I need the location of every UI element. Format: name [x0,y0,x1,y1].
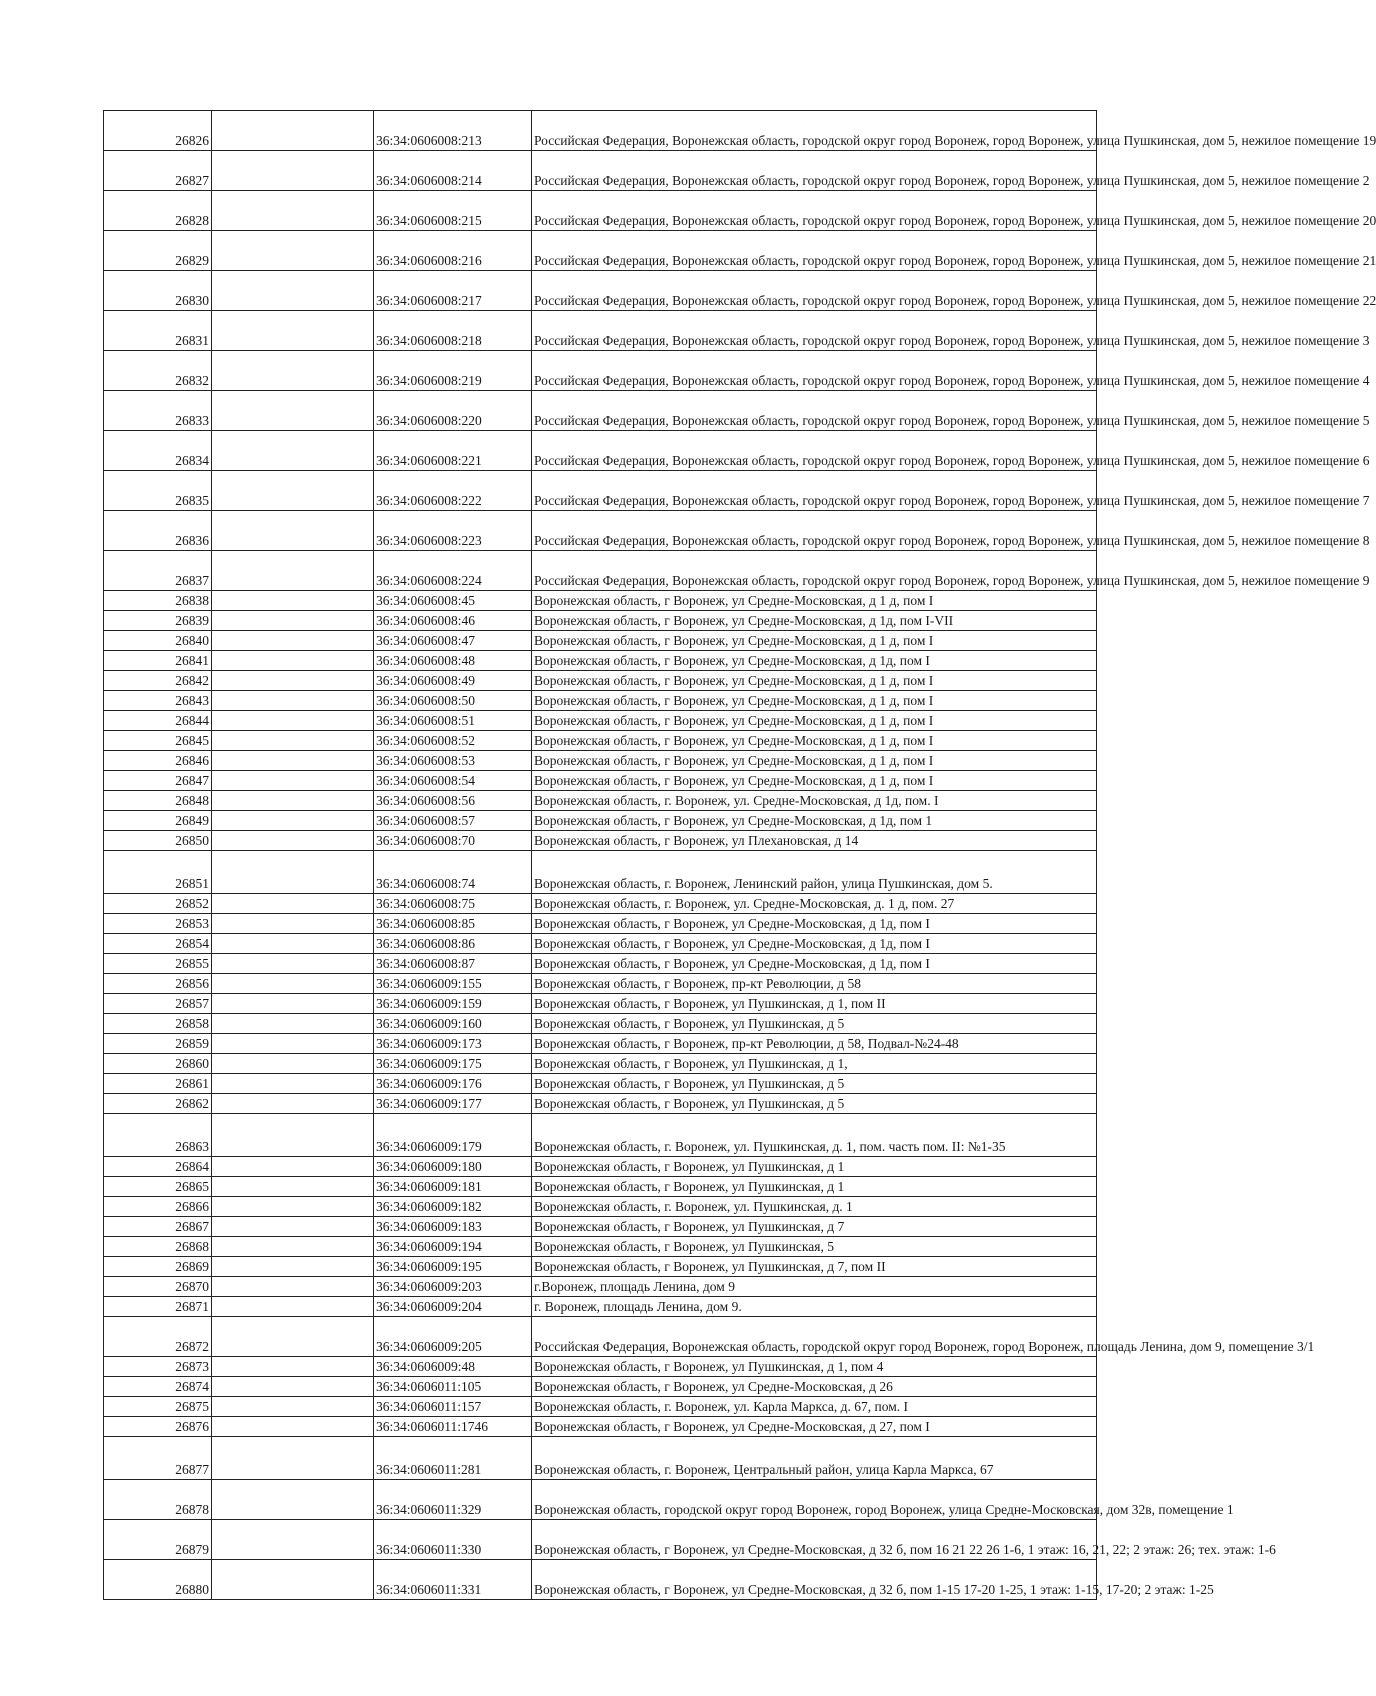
table-row [104,631,1097,651]
row-blank-cell [212,1114,374,1157]
table-row [104,1397,1097,1417]
address-cell: г.Воронеж, площадь Ленина, дом 9 [532,1277,1097,1297]
row-number: 26858 [104,1014,212,1034]
row-number: 26831 [104,311,212,351]
address-cell: Воронежская область, г Воронеж, ул Средне-Московская, д 1д, пом 1 [532,811,1097,831]
address-cell: Российская Федерация, Воронежская область, городской округ город Воронеж, город Воронеж, улица Пушкинская, дом 5, нежилое помещение 21 [532,231,1097,271]
table-row [104,954,1097,974]
address-cell: Воронежская область, г Воронеж, ул Пушкинская, д 7, пом II [532,1257,1097,1277]
row-blank-cell [212,771,374,791]
table-row [104,831,1097,851]
row-blank-cell [212,231,374,271]
address-cell: Воронежская область, г Воронеж, ул Средне-Московская, д 32 б, пом 1-15 17-20 1-25, 1 этаж: 1-15, 17-20; 2 этаж: 1-25 [532,1560,1097,1600]
row-number: 26837 [104,551,212,591]
table-row [104,1520,1097,1560]
cadastral-number: 36:34:0606009:182 [374,1197,532,1217]
table-row [104,851,1097,894]
row-blank-cell [212,471,374,511]
address-cell: Воронежская область, г Воронеж, пр-кт Революции, д 58, Подвал-№24-48 [532,1034,1097,1054]
row-number: 26866 [104,1197,212,1217]
cadastral-number: 36:34:0606009:179 [374,1114,532,1157]
row-blank-cell [212,551,374,591]
cadastral-number: 36:34:0606011:281 [374,1437,532,1480]
address-cell: Воронежская область, г Воронеж, ул Средне-Московская, д 27, пом I [532,1417,1097,1437]
table-row [104,1480,1097,1520]
address-cell: Воронежская область, г Воронеж, ул Средне-Московская, д 1 д, пом I [532,591,1097,611]
cadastral-number: 36:34:0606008:224 [374,551,532,591]
cadastral-number: 36:34:0606008:70 [374,831,532,851]
cadastral-number: 36:34:0606008:215 [374,191,532,231]
cadastral-number: 36:34:0606009:181 [374,1177,532,1197]
row-blank-cell [212,1014,374,1034]
row-number: 26849 [104,811,212,831]
row-number: 26828 [104,191,212,231]
row-blank-cell [212,1217,374,1237]
row-number: 26853 [104,914,212,934]
row-number: 26865 [104,1177,212,1197]
row-blank-cell [212,851,374,894]
table-row [104,1257,1097,1277]
row-blank-cell [212,1437,374,1480]
address-cell: г. Воронеж, площадь Ленина, дом 9. [532,1297,1097,1317]
row-number: 26839 [104,611,212,631]
row-number: 26826 [104,111,212,151]
row-blank-cell [212,731,374,751]
cadastral-number: 36:34:0606009:177 [374,1094,532,1114]
table-row [104,1014,1097,1034]
address-cell: Российская Федерация, Воронежская область, городской округ город Воронеж, город Воронеж, улица Пушкинская, дом 5, нежилое помещение 9 [532,551,1097,591]
table-row [104,974,1097,994]
row-blank-cell [212,1417,374,1437]
address-cell: Воронежская область, г. Воронеж, ул. Пушкинская, д. 1, пом. часть пом. II: №1-35 [532,1114,1097,1157]
row-blank-cell [212,1034,374,1054]
cadastral-number: 36:34:0606008:217 [374,271,532,311]
row-number: 26857 [104,994,212,1014]
row-blank-cell [212,151,374,191]
row-number: 26879 [104,1520,212,1560]
row-blank-cell [212,611,374,631]
address-cell: Воронежская область, городской округ город Воронеж, город Воронеж, улица Средне-Московская, дом 32в, помещение 1 [532,1480,1097,1520]
address-cell: Воронежская область, г Воронеж, ул Средне-Московская, д 26 [532,1377,1097,1397]
table-row [104,1114,1097,1157]
cadastral-number: 36:34:0606008:223 [374,511,532,551]
table-row [104,1417,1097,1437]
cadastral-number: 36:34:0606008:53 [374,751,532,771]
cadastral-number: 36:34:0606008:85 [374,914,532,934]
cadastral-number: 36:34:0606008:46 [374,611,532,631]
row-number: 26867 [104,1217,212,1237]
address-cell: Воронежская область, г Воронеж, ул Средне-Московская, д 1 д, пом I [532,731,1097,751]
row-blank-cell [212,671,374,691]
table-row [104,511,1097,551]
row-blank-cell [212,914,374,934]
row-number: 26872 [104,1317,212,1357]
row-blank-cell [212,271,374,311]
table-row [104,1237,1097,1257]
cadastral-number: 36:34:0606009:155 [374,974,532,994]
table-row [104,471,1097,511]
row-number: 26833 [104,391,212,431]
row-blank-cell [212,1074,374,1094]
row-number: 26846 [104,751,212,771]
cadastral-number: 36:34:0606009:180 [374,1157,532,1177]
row-number: 26844 [104,711,212,731]
cadastral-number: 36:34:0606008:74 [374,851,532,894]
table-row [104,1377,1097,1397]
cadastral-number: 36:34:0606008:222 [374,471,532,511]
row-number: 26855 [104,954,212,974]
row-blank-cell [212,811,374,831]
row-number: 26852 [104,894,212,914]
cadastral-number: 36:34:0606008:52 [374,731,532,751]
cadastral-number: 36:34:0606008:218 [374,311,532,351]
row-number: 26840 [104,631,212,651]
row-blank-cell [212,1054,374,1074]
row-number: 26829 [104,231,212,271]
cadastral-number: 36:34:0606009:183 [374,1217,532,1237]
table-row [104,731,1097,751]
row-blank-cell [212,954,374,974]
table-row [104,894,1097,914]
row-blank-cell [212,1377,374,1397]
row-blank-cell [212,691,374,711]
row-number: 26870 [104,1277,212,1297]
address-cell: Воронежская область, г. Воронеж, Ленинский район, улица Пушкинская, дом 5. [532,851,1097,894]
cadastral-number: 36:34:0606008:219 [374,351,532,391]
cadastral-number: 36:34:0606008:220 [374,391,532,431]
address-cell: Российская Федерация, Воронежская область, городской округ город Воронеж, город Воронеж, улица Пушкинская, дом 5, нежилое помещение 22 [532,271,1097,311]
row-blank-cell [212,591,374,611]
cadastral-number: 36:34:0606008:216 [374,231,532,271]
cadastral-number: 36:34:0606009:203 [374,1277,532,1297]
row-blank-cell [212,831,374,851]
table-row [104,1054,1097,1074]
address-cell: Воронежская область, г Воронеж, ул Пушкинская, д 5 [532,1074,1097,1094]
cadastral-number: 36:34:0606009:159 [374,994,532,1014]
cadastral-number: 36:34:0606011:330 [374,1520,532,1560]
row-blank-cell [212,1397,374,1417]
row-number: 26847 [104,771,212,791]
cadastral-number: 36:34:0606011:157 [374,1397,532,1417]
table-row [104,611,1097,631]
address-cell: Воронежская область, г Воронеж, ул Средне-Московская, д 1 д, пом I [532,671,1097,691]
table-row [104,111,1097,151]
row-blank-cell [212,1197,374,1217]
registry-table-body [104,111,1376,1600]
cadastral-number: 36:34:0606008:51 [374,711,532,731]
address-cell: Воронежская область, г Воронеж, ул Пушкинская, д 5 [532,1094,1097,1114]
table-row [104,1560,1097,1600]
row-number: 26845 [104,731,212,751]
address-cell: Российская Федерация, Воронежская область, городской округ город Воронеж, город Воронеж, улица Пушкинская, дом 5, нежилое помещение 20 [532,191,1097,231]
table-row [104,391,1097,431]
row-blank-cell [212,974,374,994]
table-row [104,151,1097,191]
address-cell: Воронежская область, г Воронеж, ул Пушкинская, д 1 [532,1177,1097,1197]
address-cell: Российская Федерация, Воронежская область, городской округ город Воронеж, город Воронеж, площадь Ленина, дом 9, помещение 3/1 [532,1317,1097,1357]
cadastral-number: 36:34:0606008:48 [374,651,532,671]
address-cell: Воронежская область, г. Воронеж, ул. Пушкинская, д. 1 [532,1197,1097,1217]
row-blank-cell [212,431,374,471]
cadastral-number: 36:34:0606009:205 [374,1317,532,1357]
table-row [104,231,1097,271]
row-number: 26851 [104,851,212,894]
row-blank-cell [212,311,374,351]
cadastral-number: 36:34:0606008:49 [374,671,532,691]
row-number: 26862 [104,1094,212,1114]
address-cell: Воронежская область, г. Воронеж, ул. Средне-Московская, д. 1 д, пом. 27 [532,894,1097,914]
cadastral-number: 36:34:0606011:105 [374,1377,532,1397]
row-number: 26868 [104,1237,212,1257]
cadastral-number: 36:34:0606008:75 [374,894,532,914]
row-blank-cell [212,1520,374,1560]
cadastral-number: 36:34:0606008:213 [374,111,532,151]
row-blank-cell [212,1480,374,1520]
row-number: 26832 [104,351,212,391]
row-number: 26854 [104,934,212,954]
address-cell: Воронежская область, г Воронеж, ул Пушкинская, д 5 [532,1014,1097,1034]
address-cell: Воронежская область, г. Воронеж, ул. Карла Маркса, д. 67, пом. I [532,1397,1097,1417]
address-cell: Воронежская область, г Воронеж, ул Средне-Московская, д 1 д, пом I [532,691,1097,711]
cadastral-number: 36:34:0606008:221 [374,431,532,471]
row-number: 26848 [104,791,212,811]
address-cell: Воронежская область, г Воронеж, ул Средне-Московская, д 1д, пом I [532,954,1097,974]
row-blank-cell [212,191,374,231]
address-cell: Воронежская область, г Воронеж, пр-кт Революции, д 58 [532,974,1097,994]
cadastral-number: 36:34:0606008:50 [374,691,532,711]
table-row [104,1317,1097,1357]
row-blank-cell [212,1157,374,1177]
table-row [104,1094,1097,1114]
table-row [104,191,1097,231]
cadastral-number: 36:34:0606009:194 [374,1237,532,1257]
table-row [104,271,1097,311]
cadastral-number: 36:34:0606008:45 [374,591,532,611]
cadastral-number: 36:34:0606008:54 [374,771,532,791]
address-cell: Российская Федерация, Воронежская область, городской округ город Воронеж, город Воронеж, улица Пушкинская, дом 5, нежилое помещение 4 [532,351,1097,391]
cadastral-number: 36:34:0606008:214 [374,151,532,191]
table-row [104,771,1097,791]
cadastral-number: 36:34:0606009:175 [374,1054,532,1074]
address-cell: Воронежская область, г Воронеж, ул Средне-Московская, д 1 д, пом I [532,631,1097,651]
address-cell: Российская Федерация, Воронежская область, городской округ город Воронеж, город Воронеж, улица Пушкинская, дом 5, нежилое помещение 7 [532,471,1097,511]
address-cell: Воронежская область, г Воронеж, ул Средне-Московская, д 1д, пом I [532,651,1097,671]
row-blank-cell [212,751,374,771]
row-blank-cell [212,894,374,914]
row-number: 26871 [104,1297,212,1317]
row-blank-cell [212,351,374,391]
cadastral-number: 36:34:0606009:195 [374,1257,532,1277]
cadastral-number: 36:34:0606008:56 [374,791,532,811]
row-number: 26863 [104,1114,212,1157]
row-number: 26830 [104,271,212,311]
row-number: 26875 [104,1397,212,1417]
table-row [104,1074,1097,1094]
cadastral-number: 36:34:0606008:47 [374,631,532,651]
row-blank-cell [212,1297,374,1317]
address-cell: Воронежская область, г Воронеж, ул Пушкинская, д 7 [532,1217,1097,1237]
table-row [104,691,1097,711]
row-number: 26861 [104,1074,212,1094]
address-cell: Воронежская область, г Воронеж, ул Пушкинская, д 1 [532,1157,1097,1177]
table-row [104,811,1097,831]
address-cell: Российская Федерация, Воронежская область, городской округ город Воронеж, город Воронеж, улица Пушкинская, дом 5, нежилое помещение 8 [532,511,1097,551]
address-cell: Воронежская область, г. Воронеж, Центральный район, улица Карла Маркса, 67 [532,1437,1097,1480]
cadastral-number: 36:34:0606009:48 [374,1357,532,1377]
row-blank-cell [212,994,374,1014]
table-row [104,1034,1097,1054]
row-blank-cell [212,711,374,731]
cadastral-number: 36:34:0606008:86 [374,934,532,954]
cadastral-number: 36:34:0606009:160 [374,1014,532,1034]
row-number: 26827 [104,151,212,191]
address-cell: Воронежская область, г Воронеж, ул Средне-Московская, д 1д, пом I-VII [532,611,1097,631]
cadastral-number: 36:34:0606009:173 [374,1034,532,1054]
row-number: 26878 [104,1480,212,1520]
row-number: 26876 [104,1417,212,1437]
address-cell: Российская Федерация, Воронежская область, городской округ город Воронеж, город Воронеж, улица Пушкинская, дом 5, нежилое помещение 2 [532,151,1097,191]
table-row [104,1357,1097,1377]
row-blank-cell [212,791,374,811]
table-row [104,791,1097,811]
table-row [104,994,1097,1014]
row-number: 26850 [104,831,212,851]
table-row [104,1157,1097,1177]
row-number: 26864 [104,1157,212,1177]
row-number: 26869 [104,1257,212,1277]
row-blank-cell [212,511,374,551]
row-blank-cell [212,631,374,651]
address-cell: Воронежская область, г Воронеж, ул Пушкинская, д 1, пом 4 [532,1357,1097,1377]
table-row [104,1217,1097,1237]
registry-table [103,110,1376,1600]
row-blank-cell [212,1560,374,1600]
row-number: 26838 [104,591,212,611]
row-blank-cell [212,651,374,671]
row-blank-cell [212,1277,374,1297]
row-number: 26835 [104,471,212,511]
row-number: 26842 [104,671,212,691]
row-blank-cell [212,1357,374,1377]
address-cell: Воронежская область, г Воронеж, ул Средне-Московская, д 1 д, пом I [532,711,1097,731]
address-cell: Российская Федерация, Воронежская область, городской округ город Воронеж, город Воронеж, улица Пушкинская, дом 5, нежилое помещение 5 [532,391,1097,431]
address-cell: Российская Федерация, Воронежская область, городской округ город Воронеж, город Воронеж, улица Пушкинская, дом 5, нежилое помещение 19 [532,111,1097,151]
row-number: 26877 [104,1437,212,1480]
address-cell: Воронежская область, г Воронеж, ул Плехановская, д 14 [532,831,1097,851]
address-cell: Воронежская область, г Воронеж, ул Пушкинская, 5 [532,1237,1097,1257]
table-row [104,1297,1097,1317]
table-row [104,1197,1097,1217]
row-number: 26836 [104,511,212,551]
address-cell: Российская Федерация, Воронежская область, городской округ город Воронеж, город Воронеж, улица Пушкинская, дом 5, нежилое помещение 3 [532,311,1097,351]
table-row [104,551,1097,591]
row-number: 26859 [104,1034,212,1054]
cadastral-number: 36:34:0606009:176 [374,1074,532,1094]
address-cell: Воронежская область, г Воронеж, ул Средне-Московская, д 32 б, пом 16 21 22 26 1-6, 1 этаж: 16, 21, 22; 2 этаж: 26; тех. этаж: 1-6 [532,1520,1097,1560]
address-cell: Воронежская область, г. Воронеж, ул. Средне-Московская, д 1д, пом. I [532,791,1097,811]
address-cell: Воронежская область, г Воронеж, ул Пушкинская, д 1, [532,1054,1097,1074]
row-blank-cell [212,111,374,151]
table-row [104,1277,1097,1297]
cadastral-number: 36:34:0606011:1746 [374,1417,532,1437]
row-number: 26843 [104,691,212,711]
table-row [104,934,1097,954]
address-cell: Воронежская область, г Воронеж, ул Средне-Московская, д 1д, пом I [532,914,1097,934]
row-number: 26874 [104,1377,212,1397]
row-blank-cell [212,1177,374,1197]
table-row [104,651,1097,671]
table-row [104,914,1097,934]
row-blank-cell [212,1257,374,1277]
table-row [104,431,1097,471]
row-number: 26873 [104,1357,212,1377]
address-cell: Воронежская область, г Воронеж, ул Пушкинская, д 1, пом II [532,994,1097,1014]
cadastral-number: 36:34:0606011:329 [374,1480,532,1520]
table-row [104,751,1097,771]
table-row [104,351,1097,391]
table-row [104,591,1097,611]
row-number: 26841 [104,651,212,671]
address-cell: Российская Федерация, Воронежская область, городской округ город Воронеж, город Воронеж, улица Пушкинская, дом 5, нежилое помещение 6 [532,431,1097,471]
row-blank-cell [212,1237,374,1257]
cadastral-number: 36:34:0606008:57 [374,811,532,831]
table-row [104,711,1097,731]
row-blank-cell [212,391,374,431]
row-number: 26880 [104,1560,212,1600]
row-blank-cell [212,1094,374,1114]
cadastral-number: 36:34:0606009:204 [374,1297,532,1317]
row-blank-cell [212,934,374,954]
row-blank-cell [212,1317,374,1357]
address-cell: Воронежская область, г Воронеж, ул Средне-Московская, д 1 д, пом I [532,771,1097,791]
address-cell: Воронежская область, г Воронеж, ул Средне-Московская, д 1 д, пом I [532,751,1097,771]
table-row [104,671,1097,691]
table-row [104,1177,1097,1197]
row-number: 26834 [104,431,212,471]
table-row [104,1437,1097,1480]
cadastral-number: 36:34:0606008:87 [374,954,532,974]
row-number: 26856 [104,974,212,994]
row-number: 26860 [104,1054,212,1074]
table-row [104,311,1097,351]
cadastral-number: 36:34:0606011:331 [374,1560,532,1600]
address-cell: Воронежская область, г Воронеж, ул Средне-Московская, д 1д, пом I [532,934,1097,954]
